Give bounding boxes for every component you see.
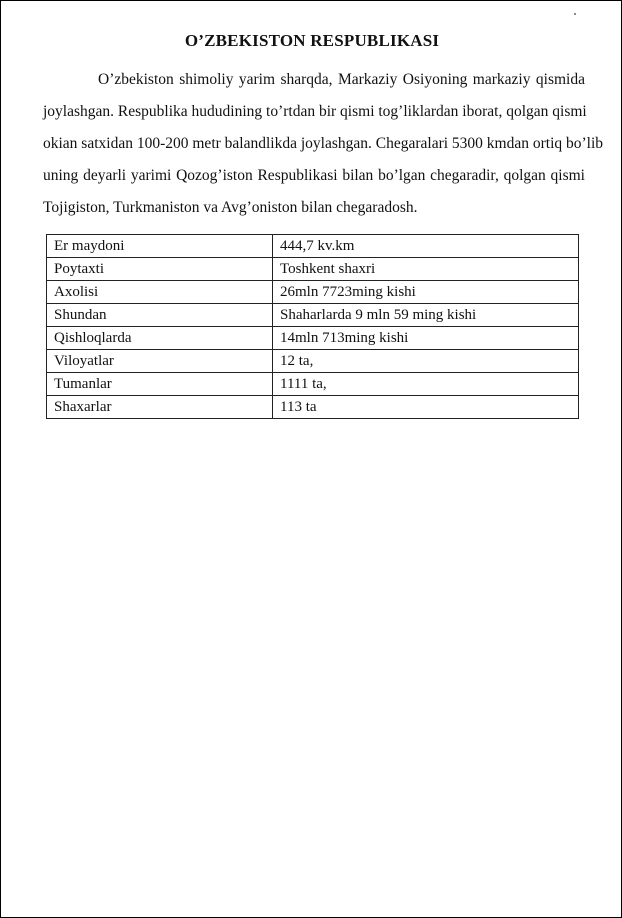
table-row (47, 373, 579, 396)
row-value: Shaharlarda 9 mln 59 ming kishi (273, 304, 579, 327)
row-value: 1111 ta, (273, 373, 579, 396)
table-row (47, 281, 579, 304)
table-row (47, 350, 579, 373)
row-value: 26mln 7723ming kishi (273, 281, 579, 304)
page-title: O’ZBEKISTON RESPUBLIKASI (184, 31, 440, 50)
row-value: 12 ta, (273, 350, 579, 373)
paragraph-line: Tojigiston, Turkmaniston va Avg’oniston bilan chegaradosh. (43, 199, 418, 216)
row-label: Tumanlar (47, 373, 273, 396)
row-label: Axolisi (47, 281, 273, 304)
facts-table (46, 234, 579, 419)
paragraph-line: okian satxidan 100-200 metr balandlikda joylashgan. Chegaralari 5300 kmdan ortiq bo’lib (43, 135, 604, 152)
row-label: Poytaxti (47, 258, 273, 281)
row-value: 444,7 kv.km (273, 235, 579, 258)
row-label: Qishloqlarda (47, 327, 273, 350)
row-value: 113 ta (273, 396, 579, 419)
row-value: 14mln 713ming kishi (273, 327, 579, 350)
table-row (47, 327, 579, 350)
table-row (47, 396, 579, 419)
scan-speck (574, 13, 576, 15)
row-label: Er maydoni (47, 235, 273, 258)
row-label: Shundan (47, 304, 273, 327)
table-row (47, 304, 579, 327)
paragraph-line: O’zbekiston shimoliy yarim sharqda, Markaziy Osiyoning markaziy qismida (98, 71, 585, 88)
paragraph-line: uning deyarli yarimi Qozog’iston Respublikasi bilan bo’lgan chegaradir, qolgan qismi (43, 167, 585, 184)
table-row (47, 258, 579, 281)
table-row (47, 235, 579, 258)
row-value: Toshkent shaxri (273, 258, 579, 281)
intro-paragraph (43, 64, 604, 224)
row-label: Viloyatlar (47, 350, 273, 373)
row-label: Shaxarlar (47, 396, 273, 419)
paragraph-line: joylashgan. Respublika hududining to’rtdan bir qismi tog’liklardan iborat, qolgan qismi (43, 103, 587, 120)
